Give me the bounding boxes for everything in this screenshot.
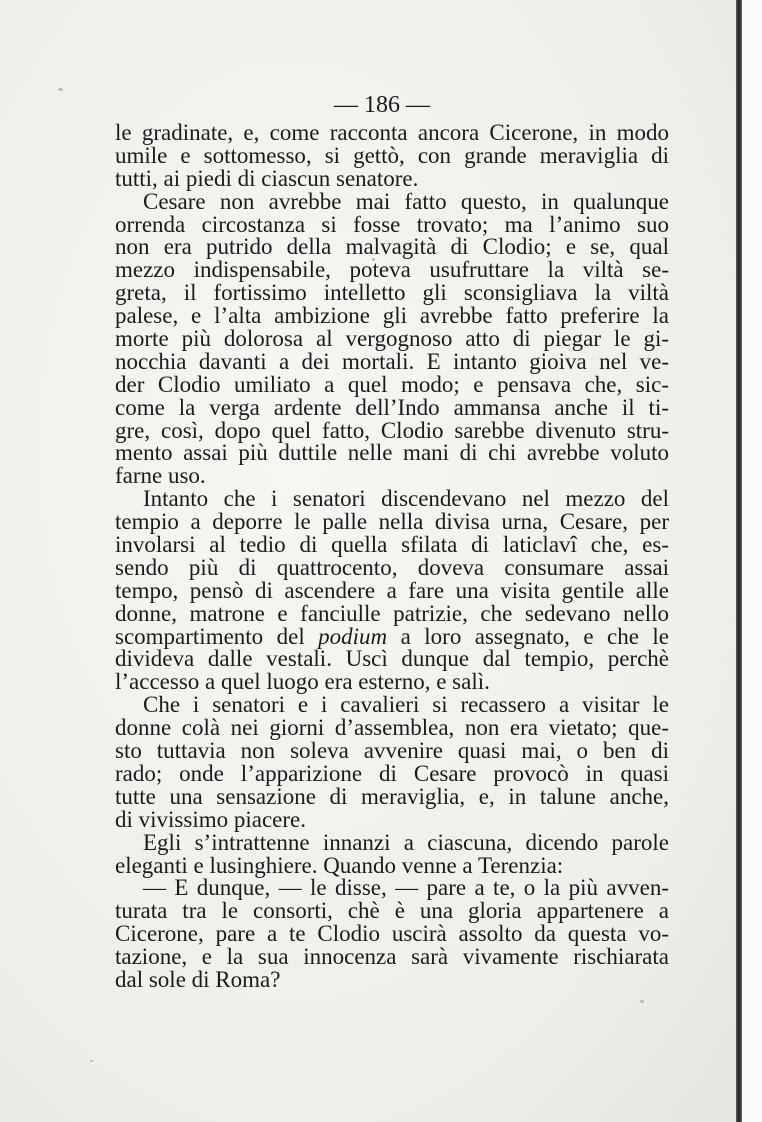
text-line: mezzo indispensabile, poteva usufruttare la viltà se-	[115, 257, 669, 283]
paragraph-first-line: Cesare non avrebbe mai fatto questo, in qualunque	[143, 188, 669, 214]
paragraph-first-line: Egli s’intrattenne innanzi a ciascuna, dicendo parole	[143, 829, 669, 855]
text-line: tempo, pensò di ascendere a fare una visita gentile alle	[115, 577, 669, 603]
scan-margin	[742, 0, 762, 1122]
text-line: le gradinate, e, come racconta ancora Cicerone, in modo	[115, 120, 669, 145]
podium-italic-word: podium	[318, 623, 388, 649]
text-line: greta, il fortissimo intelletto gli sconsigliava la viltà	[115, 280, 669, 306]
paragraph-first-line: Intanto che i senatori discendevano nel mezzo del	[143, 486, 669, 512]
body-text	[115, 122, 669, 992]
text-line: umile e sottomesso, si gettò, con grande meraviglia di	[115, 142, 669, 168]
text-line: eleganti e lusinghiere. Quando venne a Terenzia:	[115, 852, 564, 878]
text-line: tempio a deporre le palle nella divisa urna, Cesare, per	[115, 509, 669, 535]
text-line: di vivissimo piacere.	[115, 806, 306, 832]
text-line: rado; onde l’apparizione di Cesare provocò in quasi	[115, 760, 669, 786]
podium-line-start: scompartimento del	[115, 623, 319, 649]
text-line: der Clodio umiliato a quel modo; e pensava che, sic-	[115, 371, 669, 397]
text-line: turata tra le consorti, chè è una gloria appartenere a	[115, 898, 669, 924]
text-line: l’accesso a quel luogo era esterno, e salì.	[115, 669, 490, 695]
text-line: tutti, ai piedi di ciascun senatore.	[115, 165, 419, 191]
text-line: tutte una sensazione di meraviglia, e, in talune anche,	[115, 783, 669, 809]
text-line: sendo più di quattrocento, doveva consumare assai	[115, 554, 669, 580]
text-line: dividevа dalle vestali. Uscì dunque dal tempio, perchè	[115, 646, 669, 672]
text-line: farne uso.	[115, 463, 206, 489]
paragraph-first-line: Che i senatori e i cavalieri si recassero a visitar le	[143, 692, 669, 718]
text-line-podium	[115, 623, 669, 649]
text-line: gre, così, dopo quel fatto, Clodio sarebbe divenuto stru-	[115, 417, 669, 443]
paper-speck	[58, 88, 63, 91]
dialogue-first-line: — E dunque, — le disse, — pare a te, o la più avven-	[143, 875, 669, 901]
paper-speck	[640, 1000, 644, 1003]
text-line: donne, matrone e fanciulle patrizie, che sedevano nello	[115, 600, 669, 626]
text-line: tazione, e la sua innocenza sarà vivamente rischiarata	[115, 944, 669, 970]
text-line: non era putrido della malvagità di Clodio; e se, qual	[115, 234, 669, 260]
podium-line-end: a loro assegnato, e che le	[387, 623, 669, 649]
text-line: dal sole di Roma?	[115, 966, 281, 992]
text-line: nocchia davanti a dei mortali. E intanto gioiva nel ve-	[115, 348, 669, 374]
text-line: involarsi al tedio di quella sfilata di laticlavî che, es-	[115, 532, 669, 558]
text-line: mento assai più duttile nelle mani di chi avrebbe voluto	[115, 440, 669, 466]
text-line: morte più dolorosa al vergognoso atto di piegar le gi-	[115, 326, 669, 352]
text-line: Cicerone, pare a te Clodio uscirà assolto da questa vo-	[115, 921, 669, 947]
text-line: come la verga ardente dell’Indo ammansa anche il ti-	[115, 394, 669, 420]
text-line: sto tuttavia non soleva avvenire quasi mai, o ben di	[115, 738, 669, 764]
paper-speck	[90, 1060, 93, 1062]
text-line: donne colà nei giorni d’assemblea, non era vietato; que-	[115, 715, 669, 741]
text-line: palese, e l’alta ambizione gli avrebbe fatto preferire la	[115, 303, 669, 329]
page-number-header: — 186 —	[334, 92, 430, 118]
text-line: orrenda circostanza si fosse trovato; ma l’animo suo	[115, 211, 669, 237]
